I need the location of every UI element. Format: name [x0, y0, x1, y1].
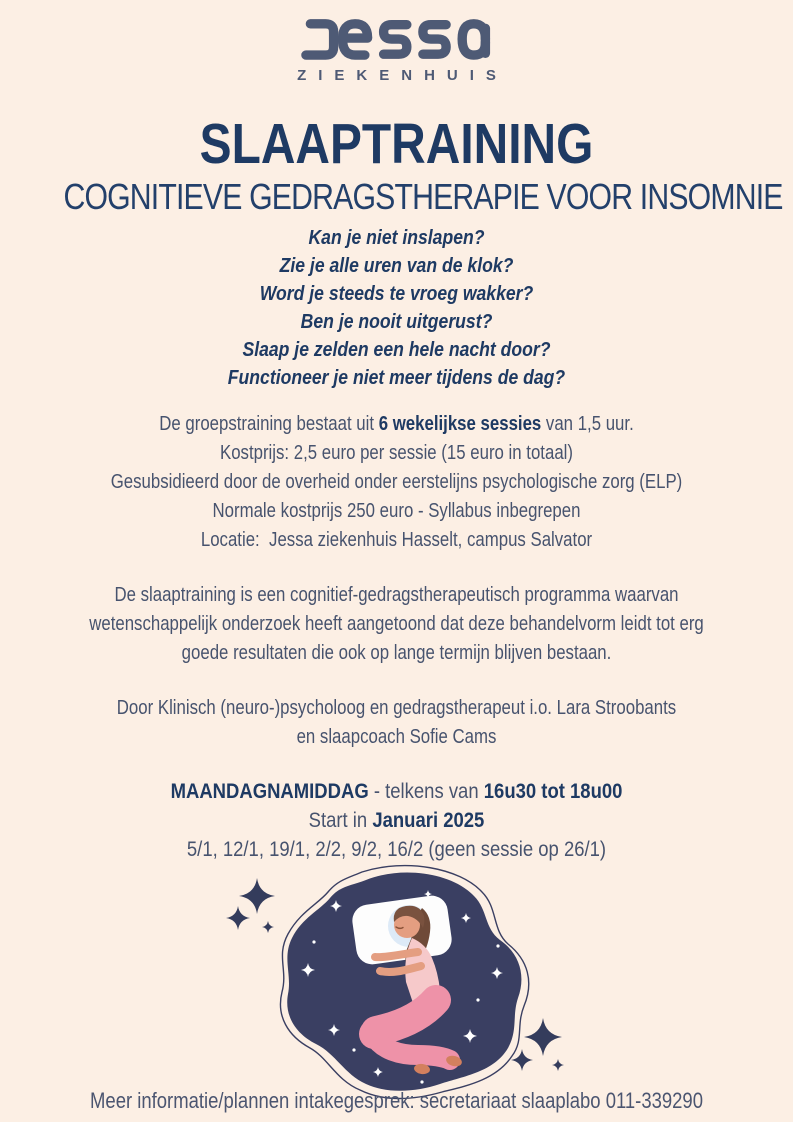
- question-line: Functioneer je niet meer tijdens de dag?: [227, 367, 566, 389]
- footer: [63, 1087, 729, 1115]
- schedule-connector: - telkens van: [368, 780, 484, 803]
- sessions-line: [63, 410, 729, 439]
- contact-line: Meer informatie/plannen intakegesprek: secretariaat slaaplabo 011-339290: [90, 1088, 703, 1113]
- question-line: Zie je alle uren van de klok?: [279, 255, 514, 277]
- sleeping-woman-illustration: [216, 858, 576, 1103]
- sessions-bold: 6 wekelijkse sessies: [378, 413, 542, 435]
- question-line: Slaap je zelden een hele nacht door?: [242, 339, 551, 361]
- jessa-logo-icon: [294, 14, 500, 64]
- page-title: SLAAPTRAINING: [199, 112, 594, 176]
- question-line: Word je steeds te vroeg wakker?: [259, 283, 534, 305]
- location-line: Locatie: Jessa ziekenhuis Hasselt, campus Salvator: [200, 529, 593, 551]
- trainers-line: en slaapcoach Sofie Cams: [296, 726, 497, 748]
- sessions-pre: De groepstraining bestaat uit: [159, 413, 379, 435]
- schedule-start-pre: Start in: [308, 809, 373, 832]
- schedule: [48, 777, 746, 864]
- sessions-post: van 1,5 uur.: [541, 413, 634, 435]
- price-line: Kostprijs: 2,5 euro per sessie (15 euro in totaal): [220, 442, 573, 464]
- description: [63, 581, 729, 668]
- normal-price-line: Normale kostprijs 250 euro - Syllabus inbegrepen: [212, 500, 581, 522]
- description-line: wetenschappelijk onderzoek heeft aangetoond dat deze behandelvorm leidt tot erg: [89, 613, 704, 635]
- schedule-start-line: [48, 806, 746, 835]
- trainers-line: Door Klinisch (neuro-)psycholoog en gedragstherapeut i.o. Lara Stroobants: [116, 697, 677, 719]
- subsidy-line: Gesubsidieerd door de overheid onder eerstelijns psychologische zorg (ELP): [110, 471, 683, 493]
- description-line: De slaaptraining is een cognitief-gedragstherapeutisch programma waarvan: [114, 584, 679, 606]
- description-line: goede resultaten die ook op lange termijn blijven bestaan.: [181, 642, 612, 664]
- question-line: Kan je niet inslapen?: [308, 227, 485, 249]
- question-line: Ben je nooit uitgerust?: [300, 311, 493, 333]
- schedule-day-line: [48, 777, 746, 806]
- schedule-start-month: Januari 2025: [372, 809, 485, 832]
- schedule-day: MAANDAGNAMIDDAG: [170, 780, 369, 803]
- logo: [0, 14, 793, 84]
- schedule-dates: 5/1, 12/1, 19/1, 2/2, 9/2, 16/2 (geen sessie op 26/1): [186, 838, 607, 861]
- logo-tagline: ZIEKENHUIS: [297, 67, 508, 84]
- trainers: [63, 694, 729, 752]
- training-details: [63, 410, 729, 555]
- page-subtitle: COGNITIEVE GEDRAGSTHERAPIE VOOR INSOMNIE: [63, 176, 783, 217]
- questions-list: [48, 224, 746, 392]
- schedule-time: 16u30 tot 18u00: [483, 780, 623, 803]
